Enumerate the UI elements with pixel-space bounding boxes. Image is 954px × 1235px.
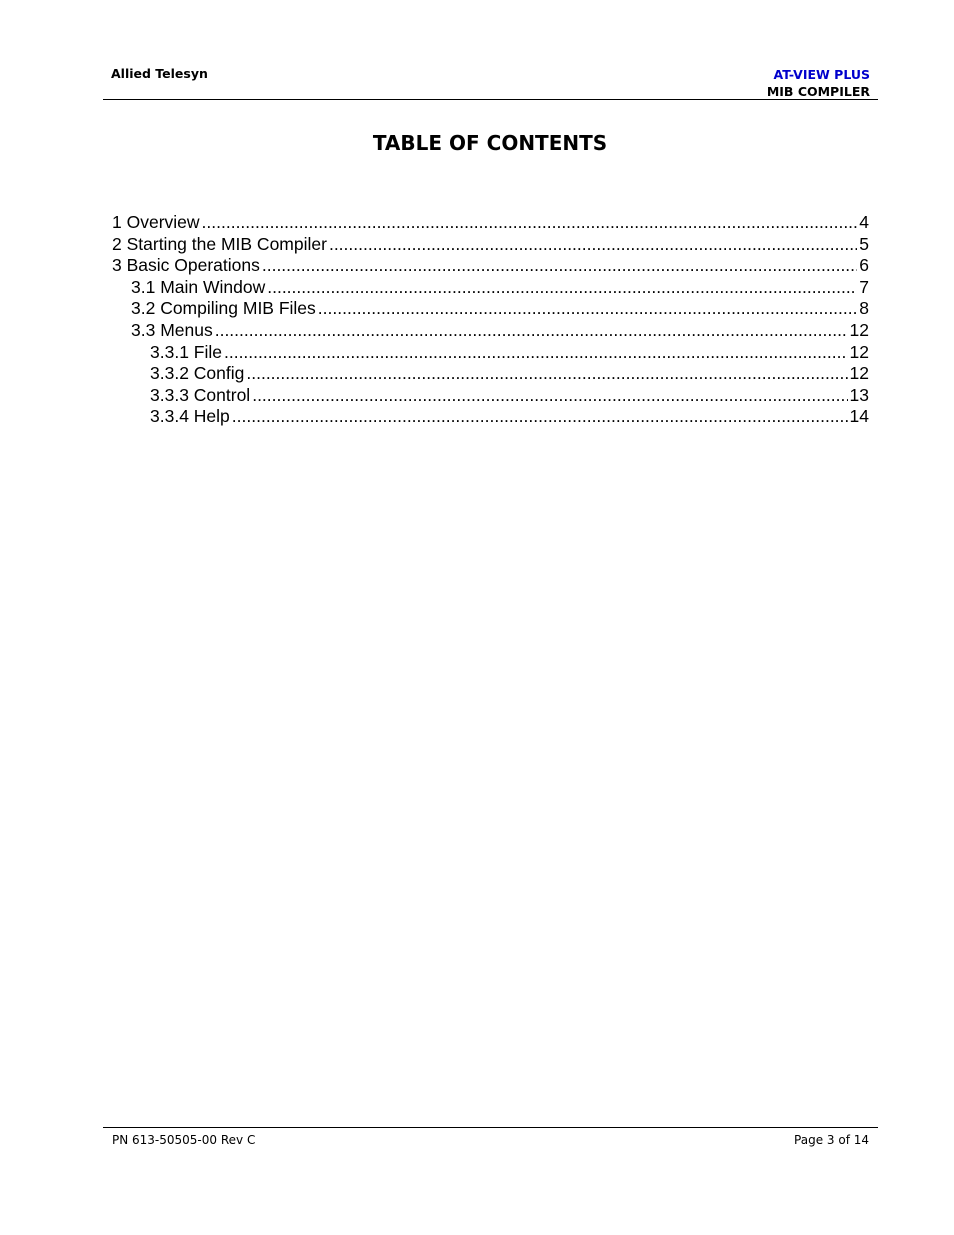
toc-entry-label: 3.2 Compiling MIB Files: [131, 298, 316, 319]
toc-entry-page: 12: [849, 363, 869, 384]
toc-entry-main-window[interactable]: [112, 277, 869, 299]
toc-entry-file[interactable]: [112, 342, 869, 364]
toc-entry-page: 12: [849, 319, 869, 340]
toc-leader: [224, 342, 848, 364]
toc-leader: [267, 277, 857, 299]
toc-entry-control[interactable]: [112, 385, 869, 407]
toc-entry-page: 6: [859, 255, 869, 276]
toc-entry-label: 1 Overview: [112, 212, 200, 232]
toc-entry-label: 3.3.3 Control: [150, 384, 251, 405]
toc-leader: [215, 320, 848, 342]
toc-entry-label: 3.3.1 File: [150, 341, 222, 362]
toc-entry-label: 3.3.2 Config: [150, 363, 245, 384]
toc-entry-label: 3.1 Main Window: [131, 276, 266, 297]
toc-entry-page: 14: [849, 406, 869, 427]
toc-leader: [246, 363, 847, 385]
toc-entry-compiling-mib-files[interactable]: [112, 298, 869, 320]
header-module: MIB COMPILER: [766, 84, 870, 99]
toc-entry-starting-mib-compiler[interactable]: [112, 234, 869, 256]
toc-entry-page: 4: [859, 212, 869, 232]
toc-entry-label: 3.3 Menus: [131, 319, 213, 340]
toc-entry-label: 3 Basic Operations: [112, 255, 260, 276]
toc-entry-config[interactable]: [112, 363, 869, 385]
page-title: TABLE OF CONTENTS: [372, 131, 608, 155]
toc-entry-page: 8: [859, 298, 869, 319]
toc-entry-page: 7: [859, 276, 869, 297]
toc-entry-label: 3.3.4 Help: [150, 406, 230, 427]
header-divider: [103, 99, 878, 100]
header-product: AT-VIEW PLUS: [773, 67, 870, 82]
toc-entry-basic-operations[interactable]: [112, 255, 869, 277]
toc-entry-overview[interactable]: [112, 212, 869, 234]
toc-leader: [318, 298, 857, 320]
footer-part-number: PN 613-50505-00 Rev C: [112, 1133, 256, 1147]
toc-leader: [202, 212, 858, 234]
toc-entry-help[interactable]: [112, 406, 869, 428]
toc-list: [112, 212, 869, 428]
toc-leader: [252, 385, 847, 407]
toc-entry-label: 2 Starting the MIB Compiler: [112, 233, 327, 254]
header-product-block: [767, 66, 870, 100]
toc-leader: [329, 234, 857, 256]
footer-divider: [103, 1127, 878, 1128]
toc-leader: [262, 255, 857, 277]
toc-leader: [232, 406, 848, 428]
header-company: Allied Telesyn: [111, 66, 208, 81]
footer-page-info: Page 3 of 14: [794, 1133, 869, 1147]
toc-entry-page: 12: [849, 341, 869, 362]
toc-entry-page: 5: [859, 233, 869, 254]
toc-entry-menus[interactable]: [112, 320, 869, 342]
toc-entry-page: 13: [849, 384, 869, 405]
